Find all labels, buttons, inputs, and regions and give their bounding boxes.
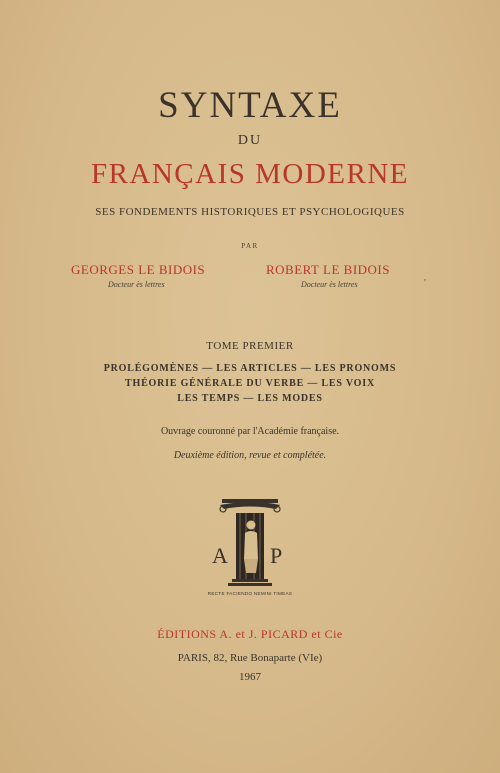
contents-line: LES TEMPS — LES MODES (177, 393, 323, 404)
award-note: Ouvrage couronné par l'Académie française. (160, 426, 340, 437)
title-francais-moderne: FRANÇAIS MODERNE (90, 158, 410, 190)
publisher-address: PARIS, 82, Rue Bonaparte (VIe) (177, 652, 323, 664)
title-du: DU (237, 133, 263, 148)
tome-label: TOME PREMIER (206, 340, 294, 352)
degree-robert: Docteur ès lettres (301, 280, 358, 289)
publisher-logo (200, 495, 300, 600)
author-georges: GEORGES LE BIDOIS (71, 262, 206, 277)
logo-letter-a: A (212, 543, 228, 568)
logo-motto: RECTE FACIENDO NEMINI TIMEAS (207, 591, 293, 596)
edition-note: Deuxième édition, revue et complétée. (173, 450, 327, 461)
publication-year: 1967 (239, 671, 261, 683)
contents-line: THÉORIE GÉNÉRALE DU VERBE — LES VOIX (125, 378, 375, 389)
degree-georges: Docteur ès lettres (108, 280, 165, 289)
title-syntaxe: SYNTAXE (158, 85, 342, 126)
par-label: PAR (241, 242, 259, 250)
margin-mark: ' (424, 278, 426, 289)
subtitle: SES FONDEMENTS HISTORIQUES ET PSYCHOLOGIQUES (95, 206, 405, 218)
contents-line: PROLÉGOMÈNES — LES ARTICLES — LES PRONOMS (103, 363, 397, 374)
publisher-name: ÉDITIONS A. et J. PICARD et Cie (157, 627, 343, 641)
logo-letter-p: P (270, 543, 283, 568)
author-robert: ROBERT LE BIDOIS (266, 262, 390, 277)
